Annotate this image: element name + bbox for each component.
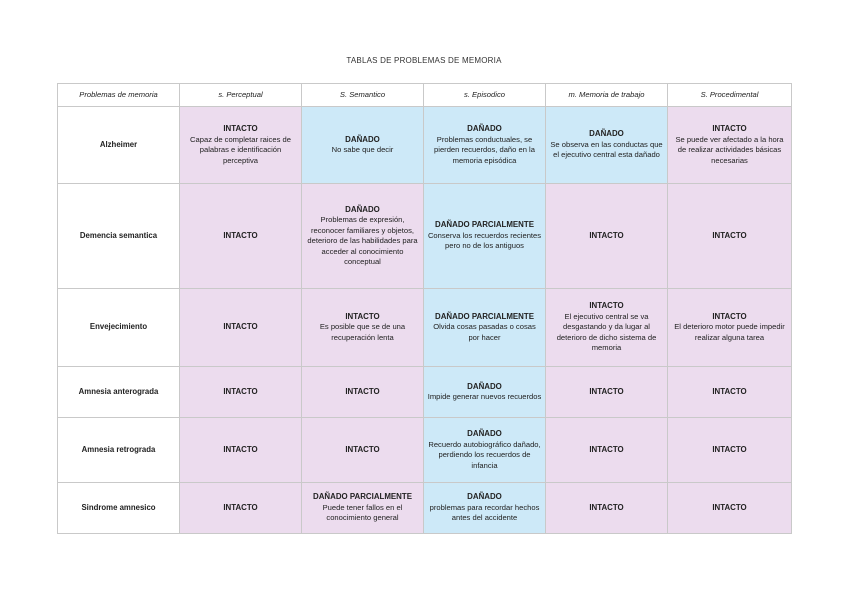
table-cell <box>302 418 424 483</box>
memory-problems-table <box>57 83 792 534</box>
cell-status: INTACTO <box>589 444 624 454</box>
table-header-row <box>58 84 792 107</box>
row-label: Envejecimiento <box>58 289 180 367</box>
cell-description: Se observa en las conductas que el ejecutivo central esta dañado <box>550 139 663 160</box>
table-cell <box>302 107 424 184</box>
table-row <box>58 483 792 534</box>
column-header: S. Semantico <box>302 84 424 107</box>
cell-status: DAÑADO PARCIALMENTE <box>313 492 412 502</box>
table-cell <box>180 483 302 534</box>
cell-status: INTACTO <box>345 386 380 396</box>
cell-description: Puede tener fallos en el conocimiento general <box>322 502 403 523</box>
cell-status: INTACTO <box>223 124 258 134</box>
table-row <box>58 184 792 289</box>
row-label: Amnesia retrograda <box>58 418 180 483</box>
cell-status: INTACTO <box>712 444 747 454</box>
table-cell <box>668 107 792 184</box>
cell-status: INTACTO <box>345 311 380 321</box>
cell-description: Problemas de expresión, reconocer familiares y objetos, deterioro de las habilidades para acceder al conocimiento conceptual <box>307 215 418 266</box>
cell-description: Impide generar nuevos recuerdos <box>427 392 542 402</box>
cell-status: INTACTO <box>712 124 747 134</box>
cell-status: DAÑADO <box>467 124 502 134</box>
table-cell <box>302 289 424 367</box>
table-cell <box>180 418 302 483</box>
table-cell <box>668 184 792 289</box>
page-title: TABLAS DE PROBLEMAS DE MEMORIA <box>346 56 502 65</box>
cell-description: Olvida cosas pasadas o cosas por hacer <box>433 322 536 342</box>
table-cell <box>424 107 546 184</box>
row-label: Demencia semantica <box>58 184 180 289</box>
cell-status: INTACTO <box>589 301 624 311</box>
cell-status: INTACTO <box>589 386 624 396</box>
cell-description: Es posible que se de una recuperación lenta <box>319 322 406 342</box>
table-cell <box>546 367 668 418</box>
table-cell <box>668 367 792 418</box>
table-cell <box>546 483 668 534</box>
cell-description: Capaz de completar raices de palabras e identificación perceptiva <box>190 134 291 165</box>
cell-status: DAÑADO PARCIALMENTE <box>435 220 534 230</box>
table-cell <box>180 289 302 367</box>
cell-description: Conserva los recuerdos recientes pero no de los antiguos <box>427 230 542 251</box>
cell-status: DAÑADO <box>589 129 624 139</box>
table-cell <box>424 483 546 534</box>
table-cell <box>546 418 668 483</box>
cell-status: INTACTO <box>712 502 747 512</box>
table-cell <box>424 184 546 289</box>
table-cell <box>180 367 302 418</box>
cell-description: El deterioro motor puede impedir realizar alguna tarea <box>674 322 785 342</box>
table-cell <box>302 184 424 289</box>
cell-status: DAÑADO <box>467 492 502 502</box>
table-cell <box>180 184 302 289</box>
table-cell <box>668 418 792 483</box>
cell-status: INTACTO <box>223 444 258 454</box>
cell-status: INTACTO <box>712 386 747 396</box>
cell-status: INTACTO <box>223 386 258 396</box>
table-cell <box>302 483 424 534</box>
table-cell <box>546 107 668 184</box>
cell-description: El ejecutivo central se va desgastando y da lugar al deterioro de dicho sistema de memoria <box>556 311 657 353</box>
table-row <box>58 289 792 367</box>
table-row <box>58 107 792 184</box>
table-cell <box>180 107 302 184</box>
cell-status: INTACTO <box>223 502 258 512</box>
cell-description: problemas para recordar hechos antes del accidente <box>429 502 540 523</box>
cell-description: Recuerdo autobiográfico dañado, perdiendo los recuerdos de infancia <box>428 439 541 470</box>
cell-status: INTACTO <box>712 230 747 240</box>
column-header: s. Episodico <box>424 84 546 107</box>
cell-status: INTACTO <box>223 322 258 332</box>
cell-status: INTACTO <box>712 311 747 321</box>
cell-description: Se puede ver afectado a la hora de realizar actividades básicas necesarias <box>675 134 784 165</box>
cell-status: DAÑADO <box>467 429 502 439</box>
cell-status: DAÑADO <box>345 134 380 144</box>
cell-status: DAÑADO <box>345 204 380 214</box>
cell-status: DAÑADO PARCIALMENTE <box>435 311 534 321</box>
table-body <box>58 107 792 534</box>
cell-status: INTACTO <box>345 444 380 454</box>
table-row <box>58 418 792 483</box>
column-header: m. Memoria de trabajo <box>546 84 668 107</box>
table-cell <box>424 289 546 367</box>
column-header: s. Perceptual <box>180 84 302 107</box>
cell-status: INTACTO <box>589 502 624 512</box>
table-cell <box>302 367 424 418</box>
cell-description: No sabe que decir <box>331 145 394 155</box>
table-cell <box>546 289 668 367</box>
table-cell <box>424 418 546 483</box>
cell-description: Problemas conductuales, se pierden recuerdos, daño en la memoria episódica <box>434 134 535 165</box>
cell-status: DAÑADO <box>467 381 502 391</box>
table-cell <box>424 367 546 418</box>
row-label: Alzheimer <box>58 107 180 184</box>
cell-status: INTACTO <box>589 230 624 240</box>
table-cell <box>668 483 792 534</box>
cell-status: INTACTO <box>223 230 258 240</box>
row-label: Sindrome amnesico <box>58 483 180 534</box>
table-cell <box>546 184 668 289</box>
row-label: Amnesia anterograda <box>58 367 180 418</box>
table-row <box>58 367 792 418</box>
column-header: S. Procedimental <box>668 84 792 107</box>
column-header: Problemas de memoria <box>58 84 180 107</box>
table-cell <box>668 289 792 367</box>
